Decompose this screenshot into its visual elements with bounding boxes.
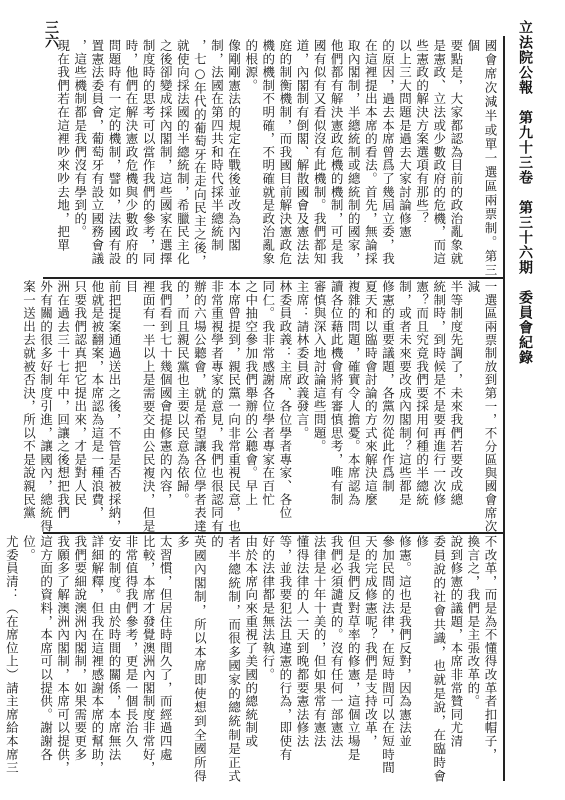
- text-column: 國有似有又看似沒有此機制。我們都知: [312, 39, 328, 266]
- text-column: 取內閣制，半總統制或總統制的國家，: [346, 39, 362, 266]
- text-column: 詳細解釋，但我在這裡感謝本席的幫助，: [89, 535, 105, 775]
- text-column: 的原因，過去本席曾爲了幾屆立委，我: [380, 39, 396, 266]
- text-column: 制，法國在第四共和時代採半總統制: [209, 39, 225, 252]
- text-column: 之中抽空參加我們舉辦的公聽會。早上: [243, 280, 259, 507]
- text-column: 就使向採法國的半總統制，希臘民主化: [175, 39, 191, 266]
- text-column: 審慎與深入地討論這些問題。: [312, 280, 328, 453]
- text-column: 但是我們反對草率的修憲，這個立場是: [346, 535, 362, 762]
- text-column: 的根源。: [243, 39, 259, 93]
- text-column: 半等制度先調了，未來我們若要改成總: [448, 280, 464, 507]
- text-column: 同仁。我非常感謝各位學者專家在百忙: [260, 280, 276, 507]
- text-column: 非常重視學者專家的意見，我們也很認同有: [209, 280, 225, 533]
- text-column: 前把提案通過送出之後，不管是否被採納，: [106, 280, 122, 533]
- text-column: 天的完成修憲呢？我們是支持改革，: [363, 535, 379, 748]
- text-column: 時，他們在解決憲政危機與少數政府的: [124, 39, 140, 266]
- text-column: 只要我們認真把它提出來，才是對人民: [72, 280, 88, 507]
- text-column: 尤委員清：（在席位上）請主席給本席三: [4, 535, 20, 775]
- text-column: 不改革，而是為不懂得改革者扣帽子，: [483, 535, 498, 762]
- text-column: 辦的六場公聽會，就是希望讓各位學者表達: [192, 280, 208, 533]
- text-column: 懂得法律的人一天到晚都要憲法修法: [294, 535, 310, 748]
- text-column: 說到修憲的議題，本席非常贊同尤清: [448, 535, 464, 748]
- text-column: 之後卻變成採內閣制，這些國家在選擇: [158, 39, 174, 266]
- text-column: ，七○年代的葡萄牙在走向民主之後，: [192, 39, 208, 268]
- text-column: 安的制度。由於時間的關係，本席無法: [106, 535, 122, 762]
- text-column: 他們都有解決憲政危機的機制，可是我: [329, 39, 345, 266]
- text-column: 主席：請林委員政義發言。: [294, 280, 310, 440]
- page-header: 立法院公報 第九十三卷 第三十六期 委員會紀錄: [517, 20, 533, 365]
- text-column: 者半總統制，而很多國家的總統制是正式的: [209, 535, 242, 783]
- text-column: 問題時有一定的機制，譬如，法國有設: [106, 39, 122, 266]
- text-column: 換言之，我們是主張改革的。: [465, 535, 481, 708]
- text-column: 好的法律都是無法執行。: [260, 535, 276, 682]
- text-band-middle: [21, 280, 499, 533]
- page-number: 三六: [43, 20, 59, 48]
- text-column: 一選區兩票制放到第一，不分區與國會席次減: [465, 280, 498, 533]
- text-column: 位。: [21, 535, 37, 562]
- text-column: 英國內閣制，所以本席即使想到全國所得多: [175, 535, 208, 783]
- text-column: 機的機制不明確，不明確就是政治亂象: [260, 39, 276, 266]
- text-column: 本席曾提到，親民黨一向非常重視民意，也: [226, 280, 242, 533]
- text-column: 非常值得我們參考，更是一個長治久: [124, 535, 140, 748]
- text-column: 法律是十年十美的，但如果常有憲法: [312, 535, 328, 748]
- text-column: 像剛剛憲法的規定在戰後並改為內閣: [226, 39, 242, 252]
- text-column: 這方面的資料，本席可以提供。謝謝各: [38, 535, 54, 762]
- text-column: 我願多了解澳洲內閣制，本席可以提供，: [55, 535, 71, 775]
- text-column: 等，並我要犯法且違憲的行為，即使有: [277, 535, 293, 762]
- text-column: 些憲政的解決方案選項有那些？: [414, 39, 430, 226]
- text-column: 參加民間的法律，在短時間可以在短時間: [380, 535, 396, 775]
- text-column: 洲在過去三十七年中，回讓之後想把我們: [55, 280, 71, 520]
- text-column: 我們必須譴責的。沒有任何一部憲法: [329, 535, 345, 748]
- text-column: 庭的制衡機制，而我國目前解決憲政危: [277, 39, 293, 266]
- text-column: 制度時的思考可以當作我們的參考，同: [141, 39, 157, 266]
- text-column: 道，內閣制有倒閣、解散國會及憲法法: [294, 39, 310, 266]
- text-column: 國會席次減半或單一選區兩票制。第三個: [465, 39, 498, 277]
- text-column: 他就是被翻案，本席認為這是一種浪費，: [89, 280, 105, 520]
- text-column: 現在我們若在這裡吵來吵去地，把單: [55, 39, 71, 252]
- text-column: ，這些機制都是我們沒有學到的。: [72, 39, 88, 239]
- text-column: 憲？而且究竟我們要採用何種的半總統: [414, 280, 430, 507]
- text-band-top: [41, 39, 499, 277]
- text-column: 我們要細說澳洲內閣制，如果需要更多: [72, 535, 88, 762]
- text-column: 以上三大問題是過去大家討論修憲: [397, 39, 413, 239]
- text-column: 委員說的社會共識，也就是說，在臨時會修: [414, 535, 447, 783]
- header-rule-vertical: [503, 36, 505, 781]
- text-column: 讀各位藉此機會將有審慎思考，唯有制: [329, 280, 345, 507]
- text-band-bottom: [4, 535, 499, 783]
- text-column: 由於本席向來重視了美國的總統制或: [243, 535, 259, 748]
- text-column: 的，而且親民黨也主要以民意為依歸。: [175, 280, 191, 507]
- text-column: 比較，本席才發覺澳洲內閣制度非常好，: [141, 535, 157, 775]
- section-divider-1: [43, 277, 505, 279]
- text-column: 修憲。這也是我們反對，因為憲法並: [397, 535, 413, 748]
- text-column: 夏天和以臨時會討論的方式來解決這麼: [363, 280, 379, 507]
- text-column: 裡面有一半以上是需要交由公民複決，但是目: [124, 280, 157, 533]
- text-column: 太習慣，但居住時間久了，而經過四處: [158, 535, 174, 762]
- text-column: 案一送出去就被否決，所以不是說親民黨: [21, 280, 37, 520]
- text-column: 統制時，到時候是不是要再進行一次修: [431, 280, 447, 507]
- text-column: 林委員政義：主席、各位學者專家、各位: [277, 280, 293, 520]
- text-column: 我們看到七十幾個國會提修憲的內容，: [158, 280, 174, 507]
- text-column: 在這裡提出本席的看法。首先，無論採: [363, 39, 379, 266]
- text-column: 是憲政、立法或少數政府的危機，而這: [431, 39, 447, 266]
- text-column: 置憲法委員會，葡萄牙有設立國務會議: [89, 39, 105, 266]
- text-column: 外有關的很多好制度引進，讓國內，總統得: [38, 280, 54, 533]
- text-column: 複雜的問題，確實令人擔憂。本席認為: [346, 280, 362, 507]
- text-column: 制，或者未來要改成內閣制？這些都是: [397, 280, 413, 507]
- text-column: 要點是，大家都認為目前的政治亂象就: [448, 39, 464, 266]
- text-column: 修憲的重要議題，各黨勿從此作爲制: [380, 280, 396, 493]
